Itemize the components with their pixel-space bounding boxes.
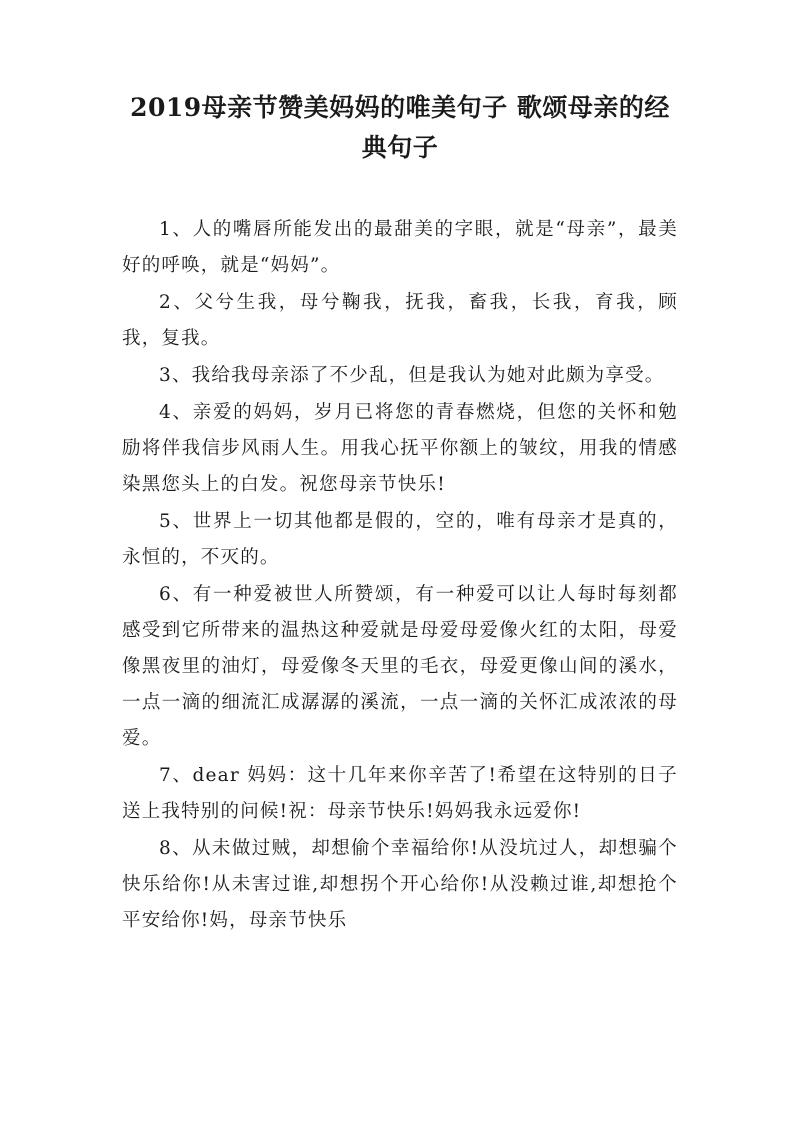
paragraph-3: 3、我给我母亲添了不少乱，但是我认为她对此颇为享受。 [159, 365, 665, 386]
paragraph-1: 1、人的嘴唇所能发出的最甜美的字眼，就是“母亲”，最美好的呼唤，就是“妈妈”。 [122, 219, 678, 276]
paragraph-6: 6、有一种爱被世人所赞颂，有一种爱可以让人每时每刻都感受到它所带来的温热这种爱就是母爱母爱像火红的太阳，母爱像黑夜里的油灯，母爱像冬天里的毛衣，母爱更像山间的溪水，一点一滴的细流汇成潺潺的溪流，一点一滴的关怀汇成浓浓的母爱。 [122, 584, 678, 749]
document-title: 2019母亲节赞美妈妈的唯美句子 歌颂母亲的经典句子 [130, 93, 670, 162]
document-body [122, 212, 678, 939]
paragraph-4: 4、亲爱的妈妈，岁月已将您的青春燃烧，但您的关怀和勉励将伴我信步风雨人生。用我心抚平你额上的皱纹，用我的情感染黑您头上的白发。祝您母亲节快乐! [122, 402, 678, 495]
paragraph-2: 2、父兮生我，母兮鞠我，抚我，畜我，长我，育我，顾我，复我。 [122, 292, 678, 349]
paragraph-5: 5、世界上一切其他都是假的，空的，唯有母亲才是真的，永恒的，不灭的。 [122, 511, 678, 568]
paragraph-7: 7、dear 妈妈：这十几年来你辛苦了!希望在这特别的日子送上我特别的问候!祝：母亲节快乐!妈妈我永远爱你! [122, 765, 678, 822]
paragraph-8: 8、从未做过贼，却想偷个幸福给你!从没坑过人，却想骗个快乐给你!从未害过谁,却想拐个开心给你!从没赖过谁,却想抢个平安给你!妈，母亲节快乐 [122, 838, 678, 931]
